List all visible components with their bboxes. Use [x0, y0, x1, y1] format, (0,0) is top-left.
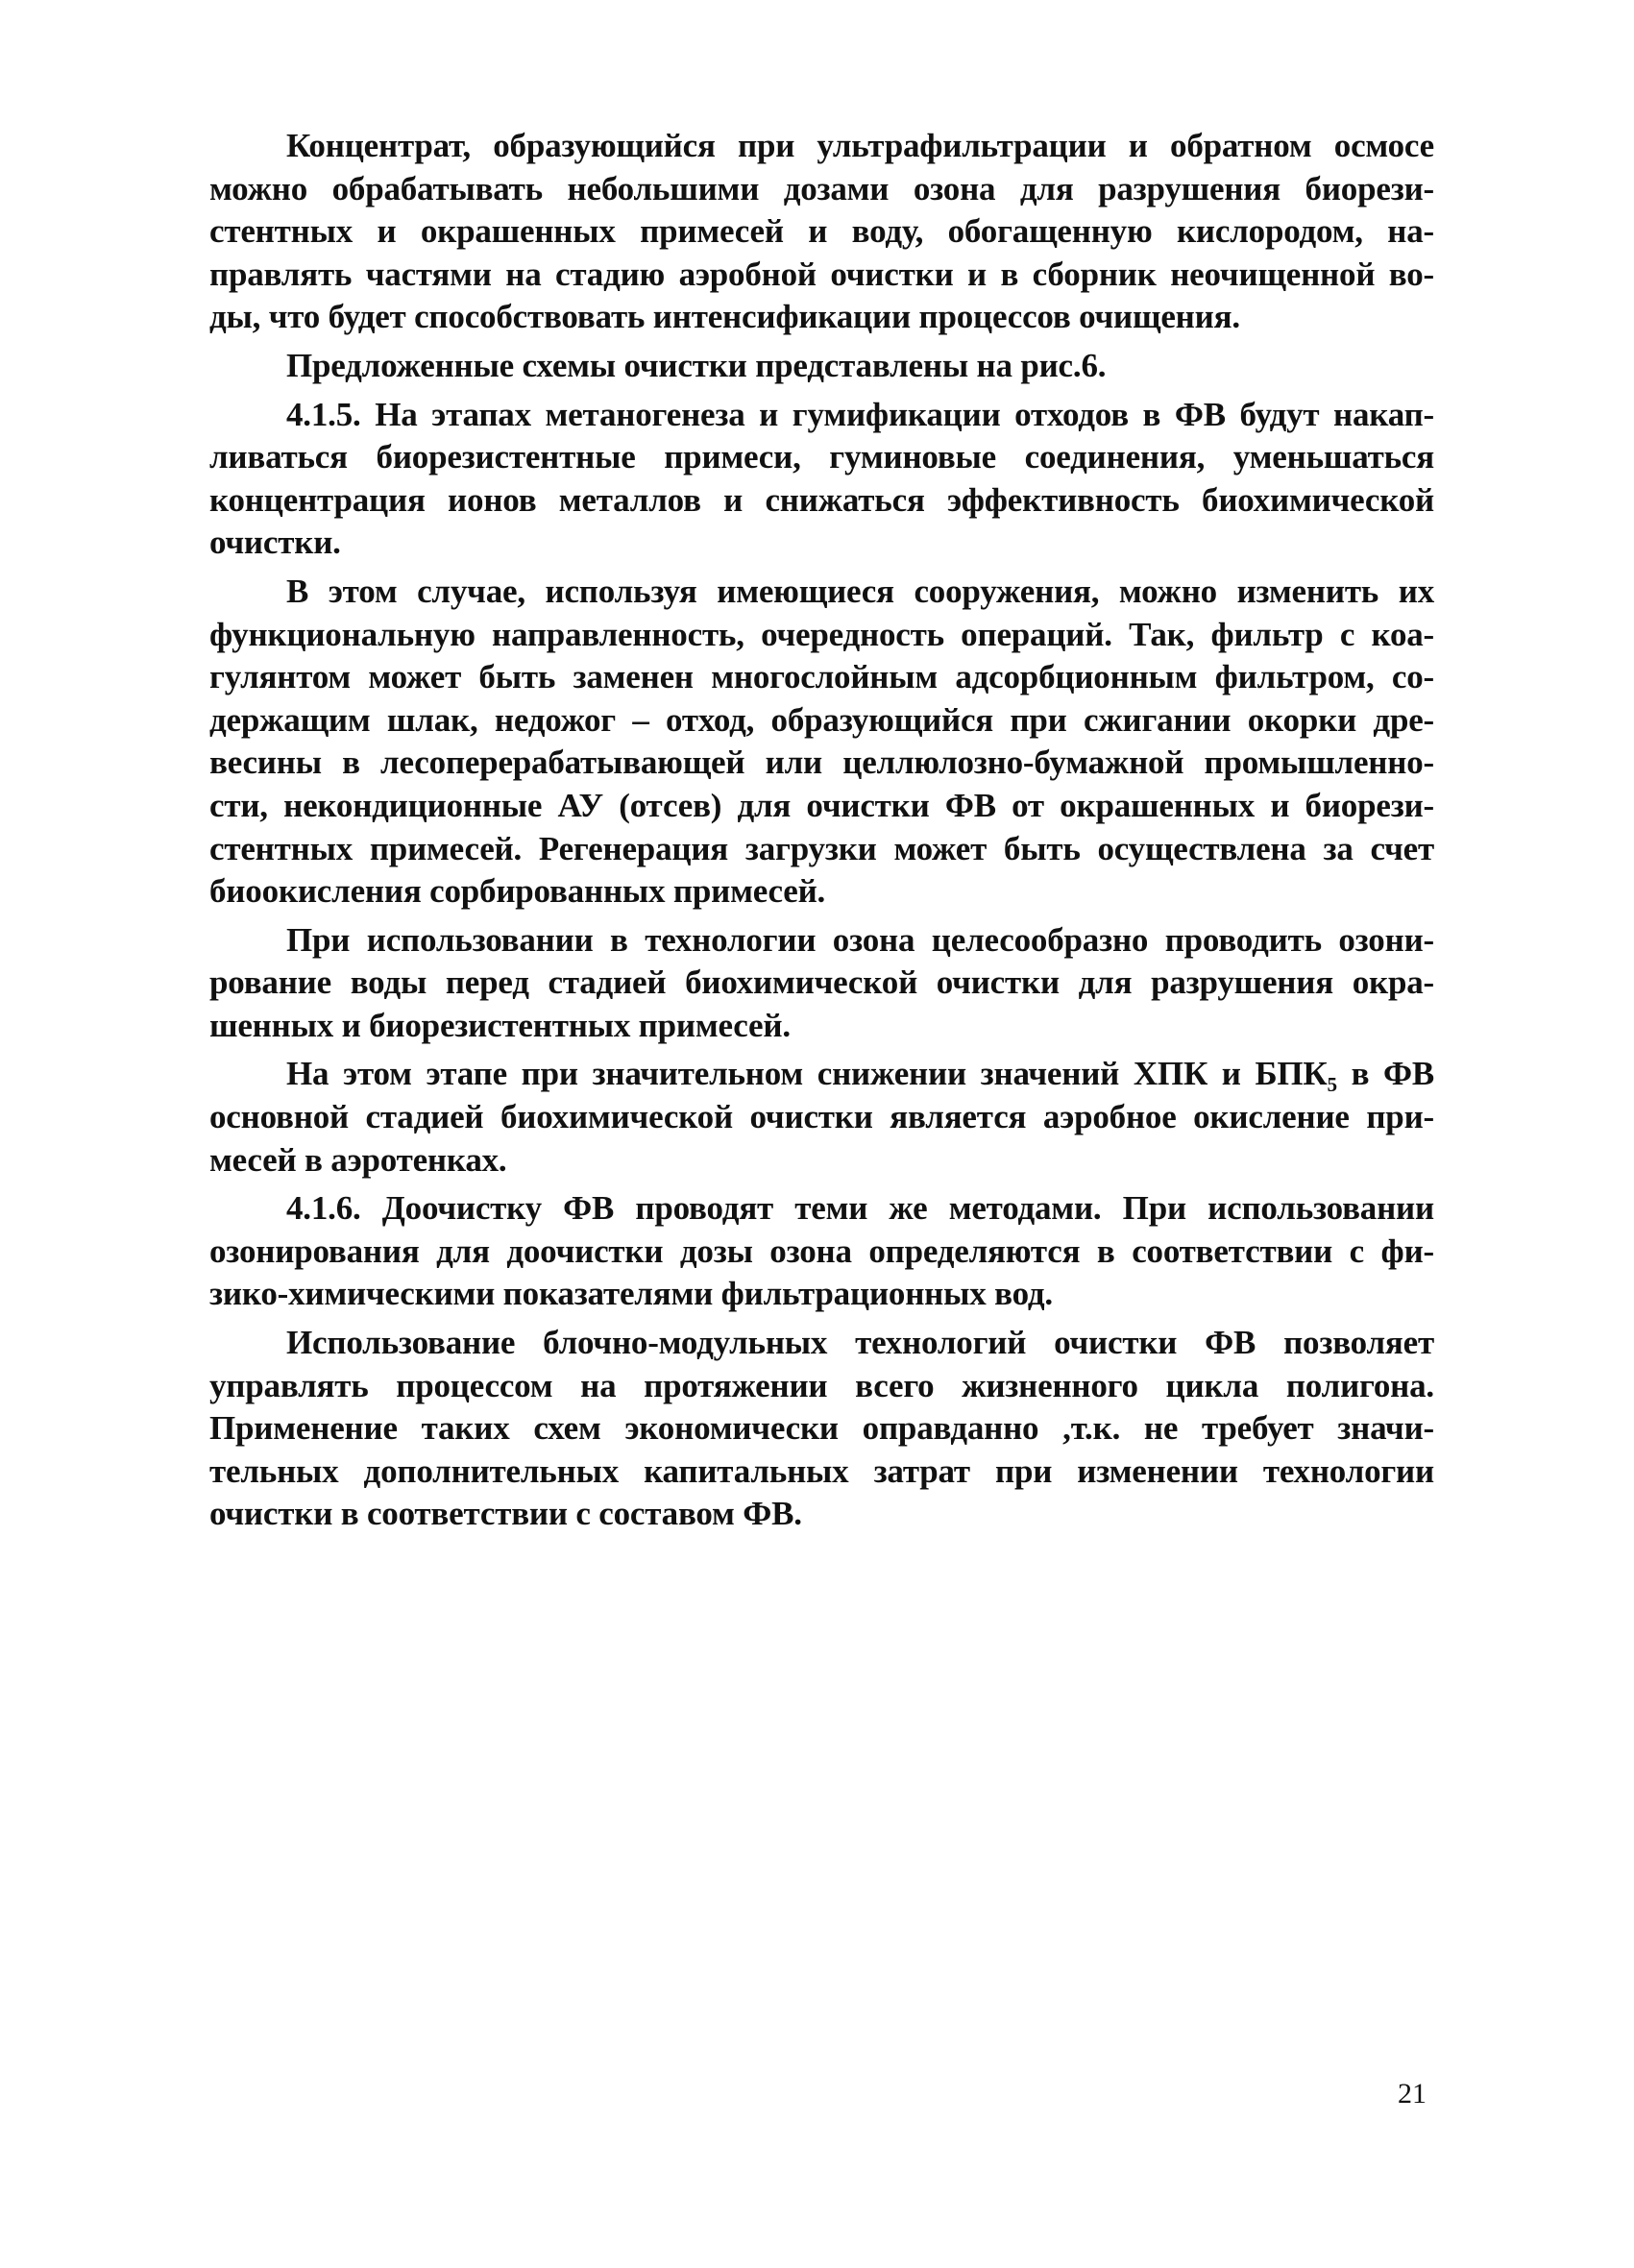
text-line: ды, что будет способствовать интенсификации процессов очищения. — [209, 298, 1240, 336]
paragraph-2 — [209, 345, 1434, 388]
paragraph-3 — [209, 394, 1434, 565]
text-line: Использование блочно-модульных технологий очистки ФВ позволяет — [286, 1324, 1434, 1362]
paragraph-7 — [209, 1187, 1434, 1316]
text-line: гулянтом может быть заменен многослойным адсорбционным фильтром, со- — [209, 658, 1434, 696]
paragraph-5 — [209, 919, 1434, 1048]
text-line: основной стадией биохимической очистки является аэробное окисление при- — [209, 1098, 1434, 1136]
text-line: сти, некондиционные АУ (отсев) для очистки ФВ от окрашенных и биорези- — [209, 786, 1434, 824]
text-line: 4.1.5. На этапах метаногенеза и гумификации отходов в ФВ будут накап- — [286, 395, 1434, 433]
page-number: 21 — [1398, 2078, 1427, 2109]
text-line: При использовании в технологии озона целесообразно проводить озони- — [286, 920, 1434, 959]
paragraph-4 — [209, 571, 1434, 914]
document-body — [209, 125, 1434, 1542]
text-line: озонирования для доочистки дозы озона определяются в соответствии с фи- — [209, 1232, 1434, 1270]
text-line: правлять частями на стадию аэробной очистки и в сборник неочищенной во- — [209, 255, 1434, 293]
text-line: очистки. — [209, 524, 341, 562]
text-line: стентных и окрашенных примесей и воду, обогащенную кислородом, на- — [209, 212, 1434, 251]
text-line: шенных и биорезистентных примесей. — [209, 1006, 791, 1044]
text-line: функциональную направленность, очередность операций. Так, фильтр с коа- — [209, 615, 1434, 653]
text-line: зико-химическими показателями фильтрационных вод. — [209, 1275, 1053, 1313]
paragraph-1 — [209, 125, 1434, 339]
text-line: рование воды перед стадией биохимической очистки для разрушения окра- — [209, 963, 1434, 1002]
text-line: В этом случае, используя имеющиеся сооружения, можно изменить их — [286, 572, 1434, 610]
text-line: можно обрабатывать небольшими дозами озона для разрушения биорези- — [209, 169, 1434, 207]
text-line: стентных примесей. Регенерация загрузки может быть осуществлена за счет — [209, 829, 1434, 867]
text-line: держащим шлак, недожог – отход, образующийся при сжигании окорки дре- — [209, 700, 1434, 739]
text-line: ливаться биорезистентные примеси, гуминовые соединения, уменьшаться — [209, 438, 1434, 476]
text-line: месей в аэротенках. — [209, 1140, 507, 1179]
text-line: очистки в соответствии с составом ФВ. — [209, 1495, 802, 1533]
text-line: тельных дополнительных капитальных затрат при изменении технологии — [209, 1451, 1434, 1490]
text-line: На этом этапе при значительном снижении значений ХПК и БПК₅ в ФВ — [286, 1055, 1434, 1093]
text-line: Применение таких схем экономически оправданно ,т.к. не требует значи- — [209, 1409, 1434, 1448]
paragraph-8 — [209, 1322, 1434, 1536]
text-line: Предложенные схемы очистки представлены на рис.6. — [286, 346, 1107, 384]
text-line: Концентрат, образующийся при ультрафильтрации и обратном осмосе — [286, 127, 1434, 164]
text-line: биоокисления сорбированных примесей. — [209, 872, 826, 911]
text-line: управлять процессом на протяжении всего жизненного цикла полигона. — [209, 1366, 1434, 1404]
text-line: концентрация ионов металлов и снижаться эффективность биохимической — [209, 480, 1434, 519]
paragraph-6 — [209, 1053, 1434, 1182]
text-line: 4.1.6. Доочистку ФВ проводят теми же методами. При использовании — [286, 1189, 1434, 1228]
text-line: весины в лесоперерабатывающей или целлюлозно-бумажной промышленно- — [209, 744, 1434, 782]
